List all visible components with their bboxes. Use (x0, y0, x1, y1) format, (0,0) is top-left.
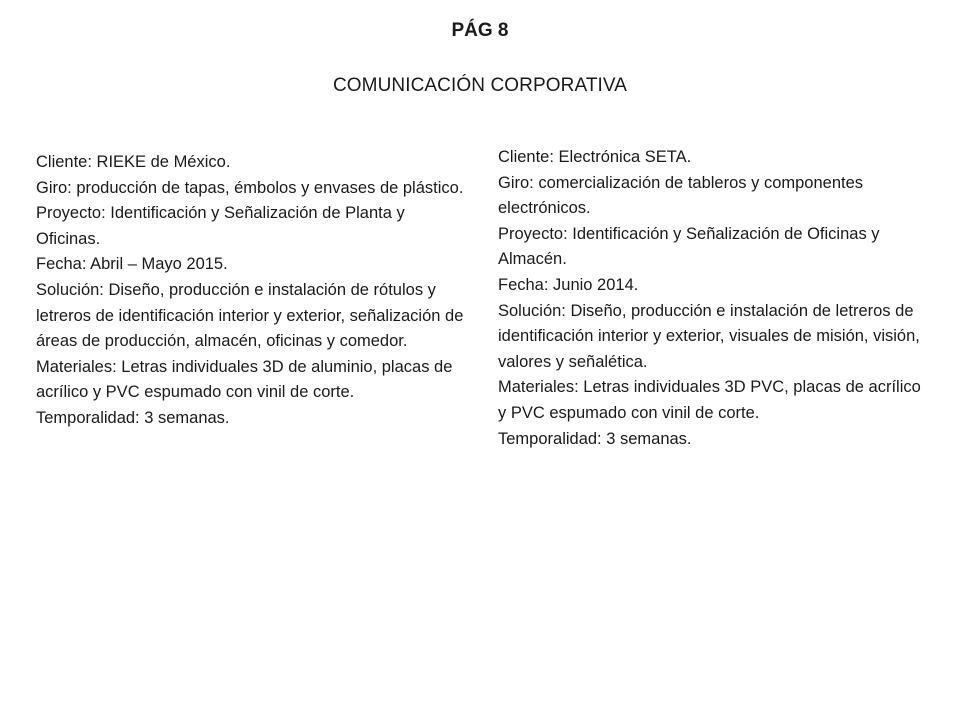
project-industry: Giro: comercialización de tableros y componentes electrónicos. (498, 173, 864, 218)
project-block-rieke (36, 150, 466, 432)
project-date: Fecha: Junio 2014. (498, 275, 639, 294)
project-industry: Giro: producción de tapas, émbolos y envases de plástico. (36, 178, 464, 197)
page-number-label: PÁG 8 (451, 20, 509, 41)
project-block-seta (498, 145, 928, 452)
project-date: Fecha: Abril – Mayo 2015. (36, 255, 228, 274)
project-client: Cliente: Electrónica SETA. (498, 148, 692, 166)
project-materials: Materiales: Letras individuales 3D de aluminio, placas de acrílico y PVC espumado con vinil de corte. (36, 357, 453, 402)
project-name: Proyecto: Identificación y Señalización de Oficinas y Almacén. (498, 224, 880, 269)
project-duration: Temporalidad: 3 semanas. (36, 408, 230, 427)
project-solution: Solución: Diseño, producción e instalación de letreros de identificación interior y exterior, visuales de misión, visión, valores y señalética. (498, 301, 920, 371)
project-name: Proyecto: Identificación y Señalización de Planta y Oficinas. (36, 204, 405, 248)
project-solution: Solución: Diseño, producción e instalación de rótulos y letreros de identificación interior y exterior, señalización de áreas de producción, almacén, oficinas y comedor. (36, 280, 464, 351)
project-client: Cliente: RIEKE de México. (36, 153, 231, 171)
project-materials: Materiales: Letras individuales 3D PVC, placas de acrílico y PVC espumado con vinil de corte. (498, 378, 921, 422)
section-title: COMUNICACIÓN CORPORATIVA (332, 75, 628, 96)
project-duration: Temporalidad: 3 semanas. (498, 429, 692, 448)
